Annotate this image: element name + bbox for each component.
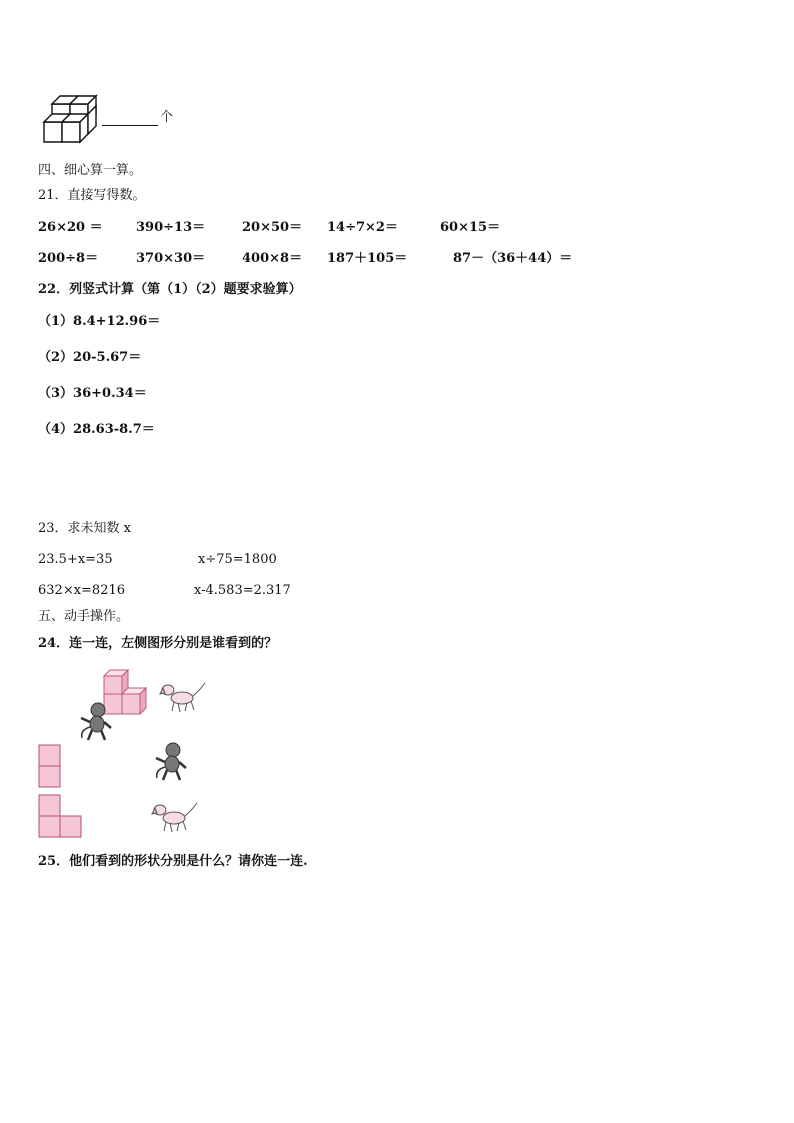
question-label: 22．列竖式计算（第（1）（2）题要求验算） xyxy=(38,282,302,297)
calc-item: 60×15＝ xyxy=(440,220,501,235)
calc-item: 370×30＝ xyxy=(136,251,206,266)
cube-count-answer xyxy=(102,110,173,126)
calc-item: 200÷8＝ xyxy=(38,251,99,266)
monkey-icon xyxy=(78,700,114,742)
view-shape-icon xyxy=(38,794,84,838)
question-label: 24．连一连，左侧图形分别是谁看到的？ xyxy=(38,636,278,651)
equation-item: 632×x=8216 xyxy=(38,583,126,598)
calc-item: 390÷13＝ xyxy=(136,220,206,235)
monkey-icon xyxy=(153,740,189,782)
equation-item: x-4.583=2.317 xyxy=(194,583,291,598)
calc-item: 14÷7×2＝ xyxy=(327,220,398,235)
unit-label: 个 xyxy=(160,110,174,125)
equation-item: 23.5+x=35 xyxy=(38,552,113,567)
dog-icon xyxy=(160,680,208,714)
section-heading: 四、细心算一算。 xyxy=(38,163,143,178)
calc-item: 400×8＝ xyxy=(242,251,303,266)
vertical-calc-item: （4）28.63-8.7＝ xyxy=(38,422,155,437)
question-label: 25．他们看到的形状分别是什么？请你连一连. xyxy=(38,854,308,869)
question-label: 21．直接写得数。 xyxy=(38,188,146,203)
question-label: 23．求未知数 x xyxy=(38,521,132,536)
view-shape-icon xyxy=(38,744,62,788)
answer-blank[interactable] xyxy=(102,113,158,126)
cube-stack-icon xyxy=(42,94,98,146)
dog-icon xyxy=(152,800,200,834)
calc-item: 87－（36＋44）＝ xyxy=(453,251,573,266)
section-heading: 五、动手操作。 xyxy=(38,609,130,624)
vertical-calc-item: （2）20-5.67＝ xyxy=(38,350,142,365)
vertical-calc-item: （3）36+0.34＝ xyxy=(38,386,147,401)
calc-item: 20×50＝ xyxy=(242,220,303,235)
equation-item: x÷75=1800 xyxy=(198,552,277,567)
calc-item: 187＋105＝ xyxy=(327,251,408,266)
calc-item: 26×20 ＝ xyxy=(38,220,103,235)
vertical-calc-item: （1）8.4+12.96＝ xyxy=(38,314,161,329)
